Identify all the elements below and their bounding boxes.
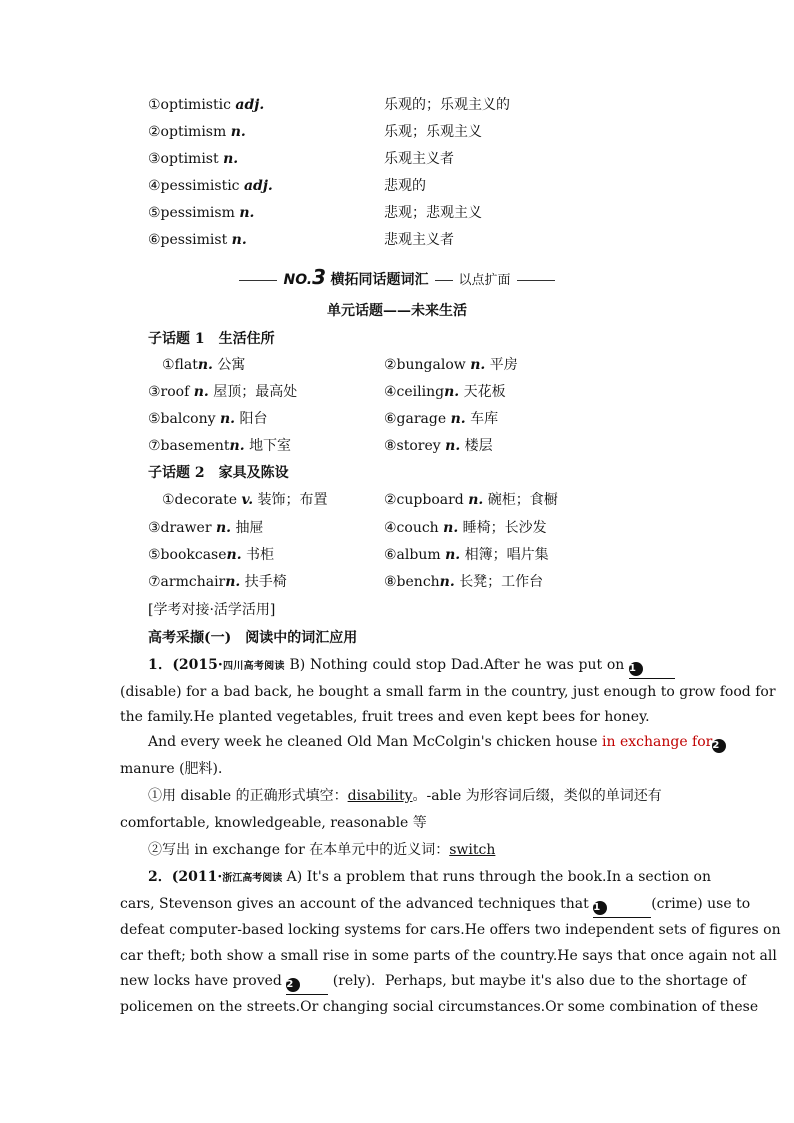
derivative-word: ①optimistic [148,97,231,113]
vocab-word: ①flat [162,357,198,373]
heading-subtitle: 以点扩面 [458,273,511,288]
q2-blank-1[interactable] [593,891,651,918]
q1-source-tail: B) [284,657,306,673]
vocab-pos: n. [197,357,213,373]
q1-number: 1． [148,657,173,673]
vocab-pos: n. [443,520,459,536]
derivative-meaning: 悲观的 [384,178,426,194]
vocab-pos: n. [468,492,484,508]
vocab-row [148,381,708,403]
q1-text-4: And every week he cleaned Old Man McColgin's chicken house [148,734,603,750]
derivative-row [148,202,708,224]
heading-title: 横拓同话题词汇 [330,272,429,288]
q2-source-year: (2011· [171,869,223,885]
vocab-word: ⑧storey [384,438,441,454]
q2-number: 2． [148,869,172,885]
vocab-meaning: 公寓 [217,357,246,373]
vocab-pos: n. [450,411,466,427]
q1-source-name: 四川高考阅读 [222,661,285,672]
vocab-meaning: 睡椅；长沙发 [462,520,547,536]
vocab-word: ⑤bookcase [148,547,227,563]
derivative-row [148,175,708,197]
vocab-pos: n. [470,357,486,373]
vocab-word: ⑥album [384,547,441,563]
section-heading [0,264,794,294]
derivative-meaning: 悲观；悲观主义 [384,205,482,221]
q2-line-5 [120,968,747,994]
derivative-row [148,94,708,116]
vocab-pos: n. [445,438,461,454]
vocab-row [148,571,708,593]
derivative-word: ②optimism [148,124,227,140]
q1-text-1: Nothing could stop Dad.After he was put on [305,657,630,673]
vocab-meaning: 车库 [470,411,499,427]
vocab-row [148,517,708,539]
q1-line-4 [120,729,720,755]
gaokao-title: 高考采撷(一) 阅读中的词汇应用 [148,630,358,646]
derivative-meaning: 乐观的；乐观主义的 [384,97,510,113]
vocab-meaning: 阳台 [239,411,268,427]
vocab-word: ①decorate [162,492,238,508]
q2-source-name: 浙江高考阅读 [222,873,283,884]
marker-2-icon: 2 [286,978,300,992]
vocab-meaning: 相簿；唱片集 [464,547,549,563]
vocab-pos: n. [193,384,209,400]
heading-no: NO. [283,272,313,288]
vocab-row [148,489,708,511]
marker-2-icon: 2 [712,739,726,753]
derivative-word: ⑤pessimism [148,205,235,221]
vocab-word: ⑦armchair [148,574,226,590]
q1-highlight-phrase: in exchange for [602,734,713,750]
derivative-pos: adj. [235,97,265,113]
q1-answer-2-value: switch [449,842,496,858]
q2-text-1: It's a problem that runs through the book.In a section on [302,869,711,885]
vocab-meaning: 地下室 [249,438,292,454]
vocab-word: ③drawer [148,520,212,536]
vocab-word: ⑤balcony [148,411,216,427]
vocab-pos: n. [445,547,461,563]
vocab-meaning: 楼层 [464,438,493,454]
vocab-row [148,354,708,376]
q2-blank-2[interactable] [286,968,328,995]
vocab-word: ⑦basement [148,438,230,454]
q1-answer-1-note: 。-able 为形容词后缀，类似的单词还有 [412,788,662,804]
q2-line-4: car theft; both show a small rise in some parts of the country.He says that once again not all [120,948,777,964]
vocab-row [148,435,708,457]
subtopic1-title: 子话题 1 生活住所 [148,331,275,347]
marker-1-icon: 1 [629,662,643,676]
vocab-word: ⑧bench [384,574,440,590]
vocab-pos: n. [226,547,242,563]
vocab-word: ②cupboard [384,492,464,508]
derivative-row [148,121,708,143]
q1-line-2: (disable) for a bad back, he bought a small farm in the country, just enough to grow food for [120,684,776,700]
vocab-pos: n. [220,411,236,427]
vocab-pos: n. [439,574,455,590]
derivative-pos: n. [231,232,247,248]
derivative-pos: adj. [243,178,273,194]
derivative-pos: n. [230,124,246,140]
vocab-word: ③roof [148,384,190,400]
q2-line-3: defeat computer-based locking systems for cars.He offers two independent sets of figures on [120,922,781,938]
derivative-word: ④pessimistic [148,178,240,194]
vocab-meaning: 抽屉 [235,520,264,536]
subtopic2-title: 子话题 2 家具及陈设 [148,465,289,481]
q2-text-5a: new locks have proved [120,973,287,989]
q2-line-6: policemen on the streets.Or changing social circumstances.Or some combination of these [120,999,759,1015]
derivative-pos: n. [239,205,255,221]
vocab-meaning: 平房 [489,357,518,373]
q1-answer-1-prompt: ①用 disable 的正确形式填空： [148,788,348,804]
derivative-meaning: 乐观；乐观主义 [384,124,482,140]
vocab-word: ④couch [384,520,439,536]
q1-line-5: manure (肥料)． [120,761,233,777]
heading-rule-left [239,280,277,281]
derivative-row [148,229,708,251]
q2-text-5b: (rely)．Perhaps, but maybe it's also due to the shortage of [328,973,747,989]
derivative-meaning: 乐观主义者 [384,151,454,167]
q1-answer-2-prompt: ②写出 in exchange for 在本单元中的近义词： [148,842,450,858]
q2-text-2b: (crime) use to [651,896,751,912]
vocab-row [148,408,708,430]
vocab-word: ⑥garage [384,411,447,427]
q2-line-2 [120,891,751,917]
q2-line-1 [120,864,711,890]
vocab-row [148,544,708,566]
vocab-pos: v. [241,492,254,508]
q1-source-year: (2015· [172,657,223,673]
q2-source-tail: A) [282,869,303,885]
heading-rule-mid [435,280,453,281]
q1-blank-1[interactable] [629,652,675,679]
q2-text-2a: cars, Stevenson gives an account of the advanced techniques that [120,896,594,912]
vocab-meaning: 碗柜；食橱 [487,492,558,508]
vocab-meaning: 扶手椅 [244,574,287,590]
derivative-pos: n. [223,151,239,167]
vocab-meaning: 屋顶；最高处 [213,384,298,400]
q1-answer-2 [120,837,675,863]
derivative-word: ③optimist [148,151,219,167]
vocab-meaning: 长凳；工作台 [459,574,544,590]
q1-answer-1-value: disability [347,788,413,804]
marker-1-icon: 1 [593,901,607,915]
derivative-word: ⑥pessimist [148,232,228,248]
vocab-pos: n. [229,438,245,454]
unit-topic-title: 单元话题——未来生活 [327,303,467,319]
heading-number: 3 [312,265,327,289]
derivative-meaning: 悲观主义者 [384,232,454,248]
q1-answer-1 [120,783,675,809]
derivative-row [148,148,708,170]
vocab-meaning: 书柜 [246,547,275,563]
vocab-pos: n. [225,574,241,590]
practice-label: [学考对接·活学活用] [148,602,276,618]
vocab-meaning: 装饰；布置 [257,492,328,508]
q1-answer-1-cont: comfortable, knowledgeable, reasonable 等 [120,815,427,831]
vocab-pos: n. [444,384,460,400]
q1-line-3: the family.He planted vegetables, fruit trees and even kept bees for honey. [120,709,650,725]
vocab-word: ②bungalow [384,357,466,373]
q1-line-1 [120,652,675,678]
heading-rule-right [517,280,555,281]
vocab-meaning: 天花板 [463,384,506,400]
vocab-word: ④ceiling [384,384,445,400]
vocab-pos: n. [215,520,232,536]
